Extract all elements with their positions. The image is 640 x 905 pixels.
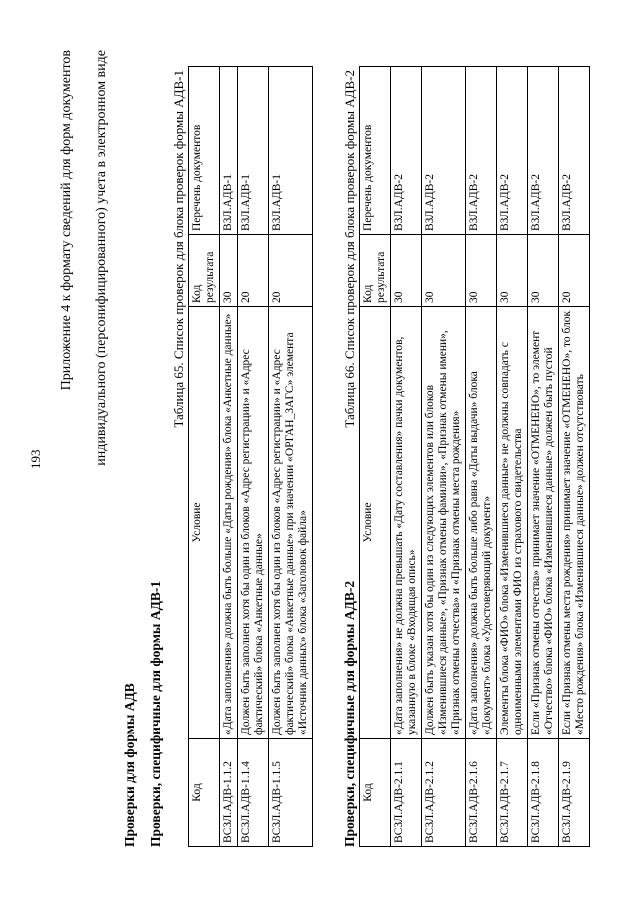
check-code: ВСЗЛ.АДВ-2.1.9 — [559, 739, 590, 847]
document-list: ВЗЛ.АДВ-2 — [528, 67, 559, 235]
table-row — [528, 67, 559, 847]
check-condition: Должен быть указан хотя бы один из следующих элементов или блоков «Изменившиеся данные», «Признак отмены фамилии», «Признак отмены имени», «Признак отмены отчества» и «Признак отмены места рождения» — [422, 307, 466, 739]
document-list: ВЗЛ.АДВ-2 — [466, 67, 497, 235]
check-code: ВСЗЛ.АДВ-2.1.2 — [422, 739, 466, 847]
result-code: 30 — [497, 235, 528, 307]
check-code: ВСЗЛ.АДВ-2.1.7 — [497, 739, 528, 847]
check-code: ВСЗЛ.АДВ-2.1.1 — [391, 739, 422, 847]
header-code: Код — [189, 739, 220, 847]
document-list: ВЗЛ.АДВ-2 — [497, 67, 528, 235]
header-condition: Условие — [189, 307, 220, 739]
table-66 — [359, 66, 590, 847]
table-header-row — [189, 67, 220, 847]
check-condition: Должен быть заполнен хотя бы один из блоков «Адрес регистрации» и «Адрес фактический» блока «Анкетные данные» при значении «ОРГАН_ЗАГС» элемента «Источник данных» блока «Заголовок файла» — [269, 307, 313, 739]
check-condition: Должен быть заполнен хотя бы один из блоков «Адрес регистрации» и «Адрес фактический» блока «Анкетные данные» — [238, 307, 269, 739]
document-list: ВЗЛ.АДВ-1 — [220, 67, 238, 235]
adv2-section-title: Проверки, специфичные для формы АДВ-2 — [342, 580, 357, 847]
adv1-section-title: Проверки, специфичные для формы АДВ-1 — [148, 580, 163, 847]
header-code: Код — [360, 739, 391, 847]
check-condition: Если «Признак отмены места рождения» принимает значение «ОТМЕНЕНО», то блок «Место рождения» блока «Изменившиеся данные» должен отсутствовать — [559, 307, 590, 739]
table-row — [559, 67, 590, 847]
check-condition: «Дата заполнения» должна быть больше либо равна «Даты выдачи» блока «Документ» блока «Удостоверяющий документ» — [466, 307, 497, 739]
document-list: ВЗЛ.АДВ-2 — [391, 67, 422, 235]
check-code: ВСЗЛ.АДВ-2.1.8 — [528, 739, 559, 847]
header-documents: Перечень документов — [189, 67, 220, 235]
result-code: 20 — [269, 235, 313, 307]
result-code: 20 — [559, 235, 590, 307]
check-code: ВСЗЛ.АДВ-1.1.5 — [269, 739, 313, 847]
check-condition: «Дата заполнения» не должна превышать «Дату составления» пачки документов, указанную в блоке «Входящая опись» — [391, 307, 422, 739]
table-66-caption: Таблица 66. Список проверок для блока проверок формы АДВ-2 — [342, 70, 357, 428]
document-list: ВЗЛ.АДВ-1 — [238, 67, 269, 235]
check-code: ВСЗЛ.АДВ-1.1.2 — [220, 739, 238, 847]
table-row — [466, 67, 497, 847]
check-code: ВСЗЛ.АДВ-1.1.4 — [238, 739, 269, 847]
document-list: ВЗЛ.АДВ-1 — [269, 67, 313, 235]
annex-line-1: Приложение 4 к формату сведений для форм документов — [59, 50, 74, 391]
document-list: ВЗЛ.АДВ-2 — [559, 67, 590, 235]
table-65-caption: Таблица 65. Список проверок для блока проверок формы АДВ-1 — [171, 70, 186, 428]
header-result-code: Код результата — [189, 235, 220, 307]
check-condition: Элементы блока «ФИО» блока «Изменившиеся данные» не должны совпадать с одноименными элементами ФИО из страхового свидетельства — [497, 307, 528, 739]
table-row — [497, 67, 528, 847]
result-code: 30 — [220, 235, 238, 307]
document-list: ВЗЛ.АДВ-2 — [422, 67, 466, 235]
annex-line-2: индивидуального (персонифицированного) учета в электронном виде — [94, 50, 109, 466]
table-row — [391, 67, 422, 847]
header-result-code: Код результата — [360, 235, 391, 307]
result-code: 30 — [466, 235, 497, 307]
annex-heading — [56, 50, 112, 650]
table-65 — [188, 66, 313, 847]
result-code: 30 — [422, 235, 466, 307]
header-documents: Перечень документов — [360, 67, 391, 235]
result-code: 20 — [238, 235, 269, 307]
page-number: 193 — [28, 449, 43, 469]
check-condition: «Дата заполнения» должна быть больше «Даты рождения» блока «Анкетные данные» — [220, 307, 238, 739]
header-condition: Условие — [360, 307, 391, 739]
table-row — [238, 67, 269, 847]
check-condition: Если «Признак отмены отчества» принимает значение «ОТМЕНЕНО», то элемент «Отчество» блока «ФИО» блока «Изменившиеся данные» должен быть пустой — [528, 307, 559, 739]
check-code: ВСЗЛ.АДВ-2.1.6 — [466, 739, 497, 847]
table-row — [269, 67, 313, 847]
table-header-row — [360, 67, 391, 847]
table-row — [220, 67, 238, 847]
result-code: 30 — [528, 235, 559, 307]
result-code: 30 — [391, 235, 422, 307]
section-title: Проверки для формы АДВ — [122, 683, 137, 847]
table-row — [422, 67, 466, 847]
